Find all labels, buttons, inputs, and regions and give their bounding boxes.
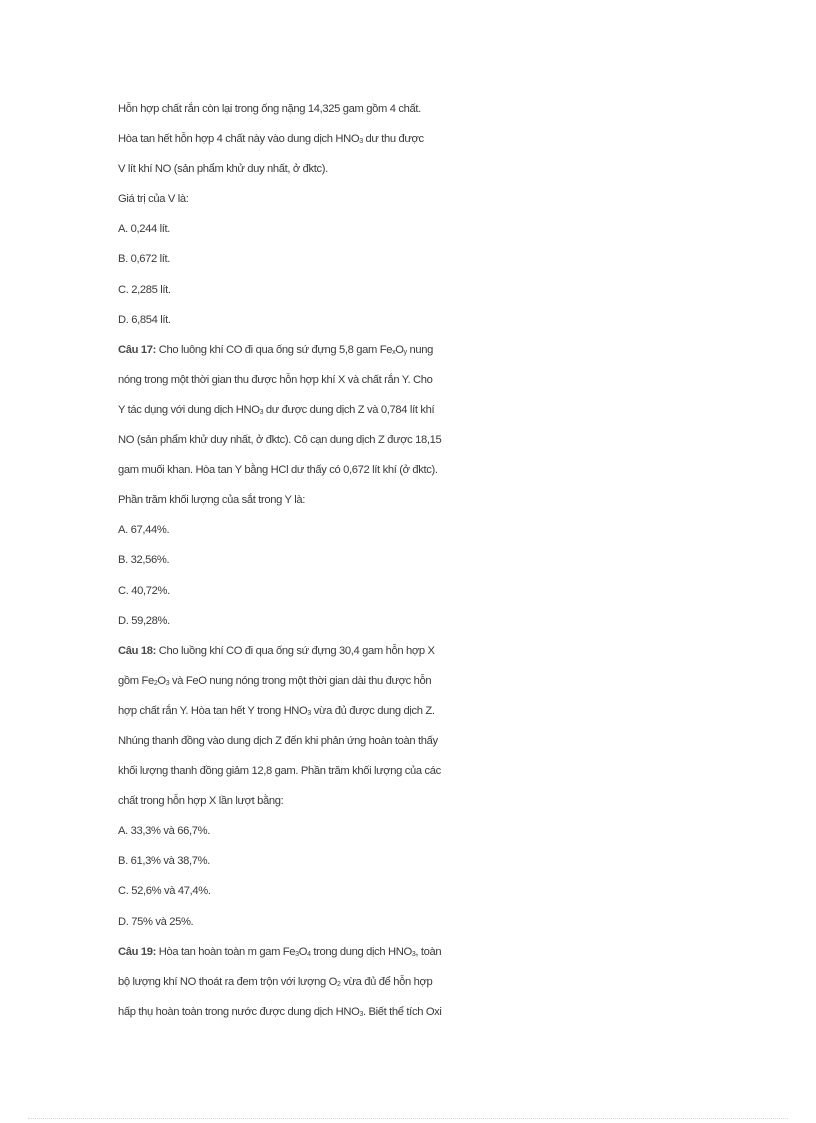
answer-option-d: D. 6,854 lít.: [118, 313, 171, 326]
text-line: NO (sản phẩm khử duy nhất, ở đktc). Cô cạn dung dịch Z được 18,15: [118, 434, 442, 447]
text-span: O: [298, 945, 308, 958]
text-span: nung: [406, 343, 433, 356]
text-span: Y tác dụng với dung dịch HNO: [118, 403, 260, 416]
footer-divider: [28, 1118, 788, 1119]
text-line: nóng trong một thời gian thu được hỗn hợp khí X và chất rắn Y. Cho: [118, 373, 433, 386]
text-span: dư được dung dịch Z và 0,784 lít khí: [263, 403, 435, 416]
text-line: Nhúng thanh đồng vào dung dịch Z đến khi phản ứng hoàn toàn thấy: [118, 734, 438, 747]
text-line: [118, 670, 468, 700]
text-span: Cho luông khí CO đi qua ống sứ đựng 5,8 gam Fe: [155, 343, 393, 356]
question-label: Câu 18:: [118, 644, 156, 657]
answer-option-d: D. 75% và 25%.: [118, 915, 194, 928]
text-line: [118, 971, 468, 1001]
text-span: Hòa tan hoàn toàn m gam Fe: [155, 945, 296, 958]
question-label: Câu 17:: [118, 343, 156, 356]
text-span: O: [395, 343, 404, 356]
text-line: Hỗn hợp chất rắn còn lại trong ống nặng 14,325 gam gồm 4 chất.: [118, 103, 421, 115]
subscript: y: [403, 348, 407, 356]
question-label: Câu 19:: [118, 945, 156, 958]
subscript: 3: [259, 408, 264, 416]
text-span: . Biết thể tích Oxi: [363, 1005, 442, 1018]
text-span: Hòa tan hết hỗn hợp 4 chất này vào dung dịch HNO: [118, 133, 360, 146]
text-span: dư thu được: [365, 133, 424, 146]
text-line: [118, 1001, 468, 1031]
subscript: 3: [295, 950, 299, 958]
question-19-line: [118, 941, 468, 971]
text-span: bộ lượng khí NO thoát ra đem trộn với lượng O: [118, 975, 337, 988]
subscript: 3: [359, 1010, 364, 1018]
text-span: trong dung dịch HNO: [310, 945, 412, 958]
subscript: x: [392, 348, 396, 356]
subscript: 2: [336, 980, 341, 988]
answer-option-d: D. 59,28%.: [118, 614, 170, 627]
text-span: O: [157, 674, 166, 687]
document-page: [118, 98, 468, 1031]
answer-option-c: C. 40,72%.: [118, 584, 170, 597]
answer-option-c: C. 52,6% và 47,4%.: [118, 885, 211, 898]
text-line: [118, 128, 468, 158]
text-line: gam muối khan. Hòa tan Y bằng HCl dư thấy có 0,672 lít khí (ở đktc).: [118, 464, 438, 477]
answer-option-c: C. 2,285 lít.: [118, 283, 171, 296]
answer-option-b: B. 32,56%.: [118, 554, 170, 567]
text-span: vừa đủ để hỗn hợp: [340, 975, 433, 988]
text-span: và FeO nung nóng trong một thời gian dài thu được hỗn: [169, 674, 432, 687]
answer-option-b: B. 61,3% và 38,7%.: [118, 855, 210, 868]
text-line: chất trong hỗn hợp X lần lượt bằng:: [118, 795, 284, 808]
subscript: 3: [307, 709, 311, 717]
answer-option-a: A. 0,244 lít.: [118, 223, 171, 236]
subscript: 3: [165, 679, 170, 687]
answer-option-a: A. 67,44%.: [118, 524, 170, 537]
text-span: hấp thụ hoàn toàn trong nước được dung dịch HNO: [118, 1005, 360, 1018]
text-span: , toàn: [415, 945, 442, 958]
text-line: [118, 399, 468, 429]
text-span: vừa đủ được dung dịch Z.: [310, 704, 435, 717]
answer-option-a: A. 33,3% và 66,7%.: [118, 825, 210, 838]
answer-option-b: B. 0,672 lít.: [118, 253, 171, 266]
subscript: 2: [153, 679, 158, 687]
text-line: khối lượng thanh đồng giảm 12,8 gam. Phần trăm khối lượng của các: [118, 765, 441, 778]
text-span: hợp chất rắn Y. Hòa tan hết Y trong HNO: [118, 704, 308, 717]
text-span: gồm Fe: [118, 674, 154, 687]
question-18-line: [118, 640, 468, 670]
text-line: V lít khí NO (sản phẩm khử duy nhất, ở đktc).: [118, 163, 328, 176]
subscript: 3: [411, 950, 416, 958]
subscript: 4: [307, 950, 311, 958]
text-span: Cho luồng khí CO đi qua ống sứ đựng 30,4 gam hỗn hợp X: [155, 644, 435, 657]
subscript: 3: [359, 138, 363, 146]
text-line: [118, 700, 468, 730]
text-line: Phần trăm khối lượng của sắt trong Y là:: [118, 494, 305, 507]
text-line: Giá trị của V là:: [118, 193, 189, 206]
question-17-line: [118, 339, 468, 369]
